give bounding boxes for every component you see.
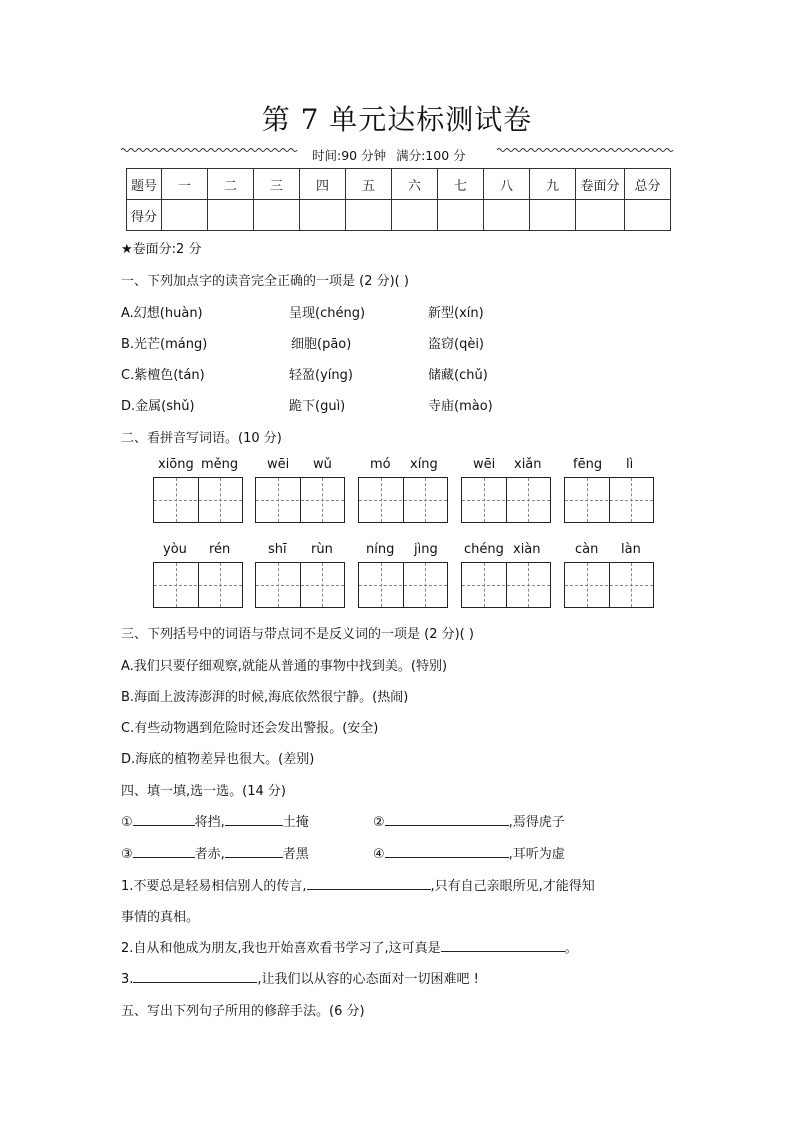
pinyin-label: níng <box>366 542 395 557</box>
idiom-text: 者黑 <box>282 847 309 862</box>
fill-blank[interactable] <box>307 888 431 890</box>
score-cell-input[interactable] <box>346 200 392 231</box>
exam-time-info <box>312 146 466 164</box>
idiom-4 <box>373 843 565 862</box>
score-cell-header: 一 <box>162 169 208 200</box>
fill-blank[interactable] <box>385 856 509 858</box>
pinyin-label: wēi <box>267 457 290 472</box>
page-title: 第 7 单元达标测试卷 <box>261 103 533 136</box>
tian-grid-box[interactable] <box>358 562 448 608</box>
score-cell-header: 九 <box>530 169 576 200</box>
q3-option-c: C.有些动物遇到危险时还会发出警报。(安全) <box>121 721 379 736</box>
score-cell-header: 三 <box>254 169 300 200</box>
full-score: 满分:100 分 <box>396 148 466 163</box>
pinyin-label: shī <box>268 542 287 557</box>
question-4-stem: 四、填一填,选一选。(14 分) <box>121 784 286 799</box>
question-5-stem: 五、写出下列句子所用的修辞手法。(6 分) <box>121 1004 365 1019</box>
q1-option-c-3: 储藏(chǔ) <box>428 368 488 383</box>
sentence-text: 1.不要总是轻易相信别人的传言, <box>121 879 307 894</box>
question-2-stem: 二、看拼音写词语。(10 分) <box>121 431 282 446</box>
score-cell-input[interactable] <box>300 200 346 231</box>
fill-blank[interactable] <box>225 824 283 826</box>
score-cell-input[interactable] <box>392 200 438 231</box>
q1-option-d-2: 跪下(guì) <box>289 399 346 414</box>
tian-grid-box[interactable] <box>358 477 448 523</box>
neatness-score-note: ★卷面分:2 分 <box>121 242 202 257</box>
tian-grid-box[interactable] <box>564 477 654 523</box>
q4-sentence-3 <box>121 968 479 987</box>
question-3-stem: 三、下列括号中的词语与带点词不是反义词的一项是 (2 分)( ) <box>121 627 474 642</box>
fill-blank[interactable] <box>133 981 257 983</box>
sentence-text: 2.自从和他成为朋友,我也开始喜欢看书学习了,这可真是 <box>121 941 441 956</box>
fill-blank[interactable] <box>385 824 509 826</box>
time-limit: 时间:90 分钟 <box>312 148 387 163</box>
q3-option-a: A.我们只要仔细观察,就能从普通的事物中找到美。(特别) <box>121 659 448 674</box>
q3-option-d: D.海底的植物差异也很大。(差别) <box>121 752 315 767</box>
idiom-1 <box>121 811 309 830</box>
score-row-label: 得分 <box>127 200 162 231</box>
q4-sentence-1-continued: 事情的真相。 <box>121 910 200 925</box>
score-table <box>126 168 671 231</box>
q1-option-c-1: C.紫檀色(tán) <box>121 368 205 383</box>
sentence-text: ,让我们以从容的心态面对一切困难吧 ! <box>257 972 479 987</box>
q3-option-b: B.海面上波涛澎湃的时候,海底依然很宁静。(热闹) <box>121 690 409 705</box>
score-cell-input[interactable] <box>254 200 300 231</box>
idiom-text: 将挡, <box>194 815 225 830</box>
pinyin-label: càn <box>575 542 599 557</box>
score-cell-input[interactable] <box>438 200 484 231</box>
q1-option-d-3: 寺庙(mào) <box>428 399 493 414</box>
q1-option-b-3: 盗窃(qèi) <box>428 337 485 352</box>
idiom-text: 者赤, <box>194 847 225 862</box>
score-cell-header: 总分 <box>625 169 671 200</box>
pinyin-label: mó <box>370 457 391 472</box>
idiom-number: ③ <box>121 847 133 862</box>
q1-option-a-1: A.幻想(huàn) <box>121 306 203 321</box>
pinyin-label: rén <box>209 542 231 557</box>
question-1-stem: 一、下列加点字的读音完全正确的一项是 (2 分)( ) <box>121 274 409 289</box>
pinyin-label: xiàn <box>513 542 541 557</box>
q1-option-b-1: B.光芒(máng) <box>121 337 208 352</box>
tian-grid-box[interactable] <box>153 477 243 523</box>
pinyin-label: xiǎn <box>514 457 542 472</box>
score-cell-header: 七 <box>438 169 484 200</box>
pinyin-label: xiōng <box>158 457 194 472</box>
fill-blank[interactable] <box>225 856 283 858</box>
q1-option-d-1: D.金属(shǔ) <box>121 399 195 414</box>
q4-sentence-1 <box>121 875 595 894</box>
pinyin-label: fēng <box>573 457 603 472</box>
idiom-number: ④ <box>373 847 385 862</box>
score-cell-header: 六 <box>392 169 438 200</box>
score-cell-header: 四 <box>300 169 346 200</box>
pinyin-label: wēi <box>473 457 496 472</box>
idiom-2 <box>373 811 565 830</box>
pinyin-label: lì <box>626 457 634 472</box>
pinyin-label: wǔ <box>313 457 332 472</box>
tian-grid-box[interactable] <box>461 562 551 608</box>
score-table-header-row <box>127 169 671 200</box>
score-cell-header: 二 <box>208 169 254 200</box>
right-decorative-line <box>497 147 675 153</box>
score-cell-header: 五 <box>346 169 392 200</box>
idiom-text: 土掩 <box>282 815 309 830</box>
fill-blank[interactable] <box>133 856 195 858</box>
fill-blank[interactable] <box>441 950 565 952</box>
pinyin-label: chéng <box>464 542 504 557</box>
sentence-text: 3. <box>121 972 134 987</box>
q4-sentence-2 <box>121 937 578 956</box>
left-decorative-line <box>121 147 299 153</box>
sentence-text: ,只有自己亲眼所见,才能得知 <box>430 879 595 894</box>
tian-grid-box[interactable] <box>564 562 654 608</box>
idiom-text: ,焉得虎子 <box>508 815 565 830</box>
q1-option-c-2: 轻盈(yíng) <box>289 368 353 383</box>
pinyin-label: yòu <box>163 542 187 557</box>
sentence-text: 。 <box>564 941 578 956</box>
score-cell-input[interactable] <box>625 200 671 231</box>
score-cell-input[interactable] <box>576 200 625 231</box>
score-cell-input[interactable] <box>484 200 530 231</box>
score-cell-header: 题号 <box>127 169 162 200</box>
q1-option-a-2: 呈现(chéng) <box>289 306 366 321</box>
tian-grid-box[interactable] <box>255 562 345 608</box>
pinyin-label: rùn <box>311 542 333 557</box>
score-table-score-row <box>127 200 671 231</box>
idiom-text: ,耳听为虚 <box>508 847 565 862</box>
q1-option-a-3: 新型(xín) <box>428 306 484 321</box>
pinyin-label: làn <box>621 542 641 557</box>
pinyin-label: měng <box>201 457 239 472</box>
score-cell-header: 八 <box>484 169 530 200</box>
score-cell-input[interactable] <box>162 200 208 231</box>
q1-option-b-2: 细胞(pāo) <box>291 337 352 352</box>
idiom-3 <box>121 843 309 862</box>
score-cell-input[interactable] <box>530 200 576 231</box>
tian-grid-box[interactable] <box>255 477 345 523</box>
tian-grid-box[interactable] <box>461 477 551 523</box>
score-cell-input[interactable] <box>208 200 254 231</box>
pinyin-label: xíng <box>410 457 438 472</box>
idiom-number: ② <box>373 815 385 830</box>
tian-grid-box[interactable] <box>153 562 243 608</box>
score-cell-header: 卷面分 <box>576 169 625 200</box>
pinyin-label: jìng <box>414 542 438 557</box>
idiom-number: ① <box>121 815 133 830</box>
fill-blank[interactable] <box>133 824 195 826</box>
